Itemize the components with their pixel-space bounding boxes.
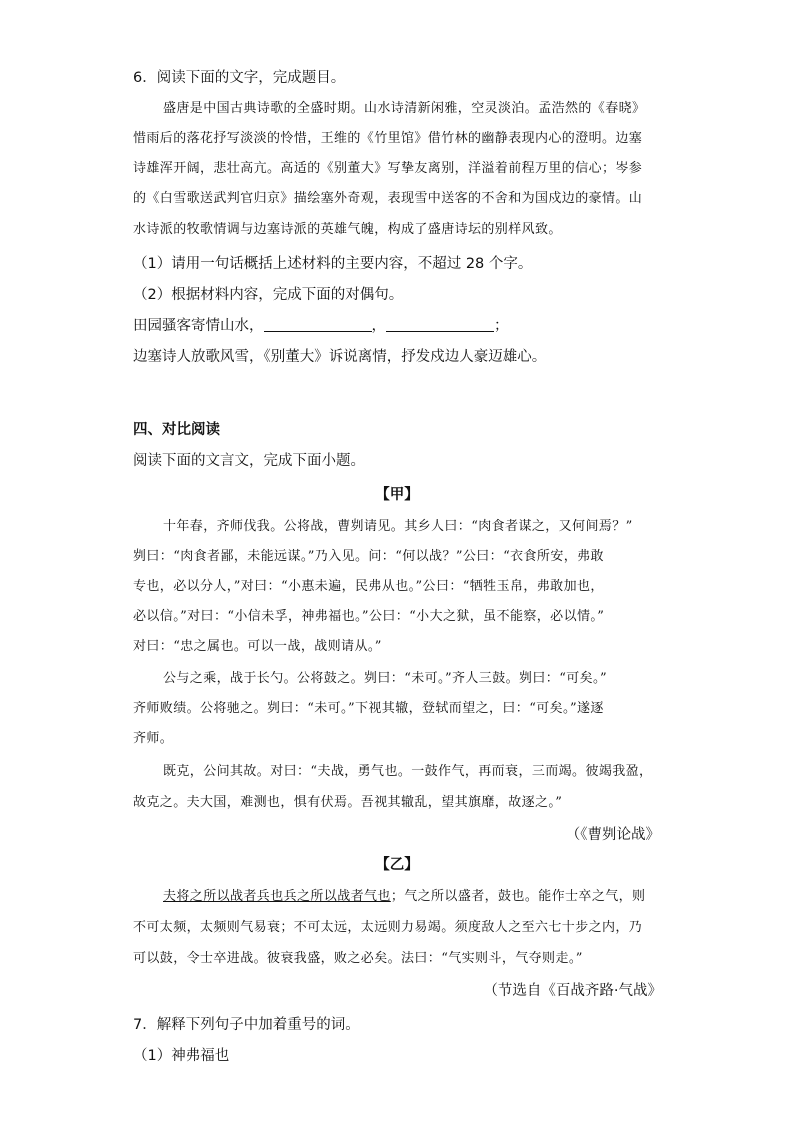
q6-passage-line-5: 水诗派的牧歌情调与边塞诗派的英雄气魄，构成了盛唐诗坛的别样风致。 [133,222,562,237]
underlined-sentence: 夫将之所以战者兵也兵之所以战者气也 [163,889,391,904]
passage-jia-label: 【甲】 [375,487,419,503]
jia-line-10: 故克之。夫大国，难测也，惧有伏焉。吾视其辙乱，望其旗靡，故逐之。” [133,795,563,810]
yi-line-1-rest: ；气之所以盛者，鼓也。能作士卒之气，则 [390,889,646,904]
jia-line-1: 十年春，齐师伐我。公将战，曹刿请见。其乡人曰：“肉食者谋之，又何间焉？” [163,519,633,534]
q6-passage-line-1: 盛唐是中国古典诗歌的全盛时期。山水诗清新闲雅，空灵淡泊。孟浩然的《春晓》 [163,101,646,116]
couplet-prefix: 田园骚客寄情山水， [133,318,264,334]
passage-yi-label: 【乙】 [375,857,419,873]
couplet-line-2: 边塞诗人放歌风雪，《别董大》诉说离情，抒发戍边人豪迈雄心。 [133,349,547,365]
q6-passage-line-4: 的《白雪歌送武判官归京》描绘塞外奇观，表现雪中送客的不舍和为国戍边的豪情。山 [133,191,643,206]
jia-line-4: 必以信。”对曰：“小信未孚，神弗福也。”公曰：“小大之狱，虽不能察，必以情。” [133,609,605,624]
yi-line-2: 不可太频，太频则气易衰；不可太远，太远则力易竭。须度敌人之至六七十步之内，乃 [133,920,643,935]
answer-blank-1[interactable] [264,317,372,332]
jia-line-2: 刿曰：“肉食者鄙，未能远谋。”乃入见。问：“何以战？”公曰：“衣食所安，弗敢 [133,549,604,564]
jia-line-7: 齐师败绩。公将驰之。刿曰：“未可。”下视其辙，登轼而望之，曰：“可矣。”遂逐 [133,701,604,716]
q7-title: 7．解释下列句子中加着重号的词。 [133,1017,360,1033]
couplet-semicolon: ； [494,318,509,334]
answer-blank-2[interactable] [386,317,494,332]
section-heading: 四、对比阅读 [133,422,220,438]
jia-line-3: 专也，必以分人，”对曰：“小惠未遍，民弗从也。”公曰：“牺牲玉帛，弗敢加也， [133,579,604,594]
couplet-comma: ， [371,318,386,334]
q6-title: 6．阅读下面的文字，完成题目。 [133,70,346,86]
yi-line-1 [163,887,645,907]
q7-sub1: （1）神弗福也 [133,1048,230,1064]
q6-passage-line-3: 诗雄浑开阔，悲壮高亢。高适的《别董大》写挚友离别，洋溢着前程万里的信心；岑参 [133,161,643,176]
couplet-line-1 [133,316,509,336]
q6-sub2: （2）根据材料内容，完成下面的对偶句。 [133,287,404,303]
yi-source: （节选自《百战齐路·气战》 [483,983,662,999]
q6-sub1: （1）请用一句话概括上述材料的主要内容，不超过 28 个字。 [133,256,533,272]
section-instruction: 阅读下面的文言文，完成下面小题。 [133,453,365,469]
jia-line-5: 对曰：“忠之属也。可以一战，战则请从。” [133,639,382,654]
jia-line-9: 既克，公问其故。对曰：“夫战，勇气也。一鼓作气，再而衰，三而竭。彼竭我盈， [163,764,653,779]
jia-source: （《曹刿论战》 [565,827,660,843]
jia-line-6: 公与之乘，战于长勺。公将鼓之。刿曰：“未可。”齐人三鼓。刿曰：“可矣。” [163,671,607,686]
yi-line-3: 可以鼓，令士卒进战。彼衰我盛，败之必矣。法曰：“气实则斗，气夺则走。” [133,951,583,966]
q6-passage-line-2: 惜雨后的落花抒写淡淡的怜惜，王维的《竹里馆》借竹林的幽静表现内心的澄明。边塞 [133,131,643,146]
jia-line-8: 齐师。 [133,731,174,746]
